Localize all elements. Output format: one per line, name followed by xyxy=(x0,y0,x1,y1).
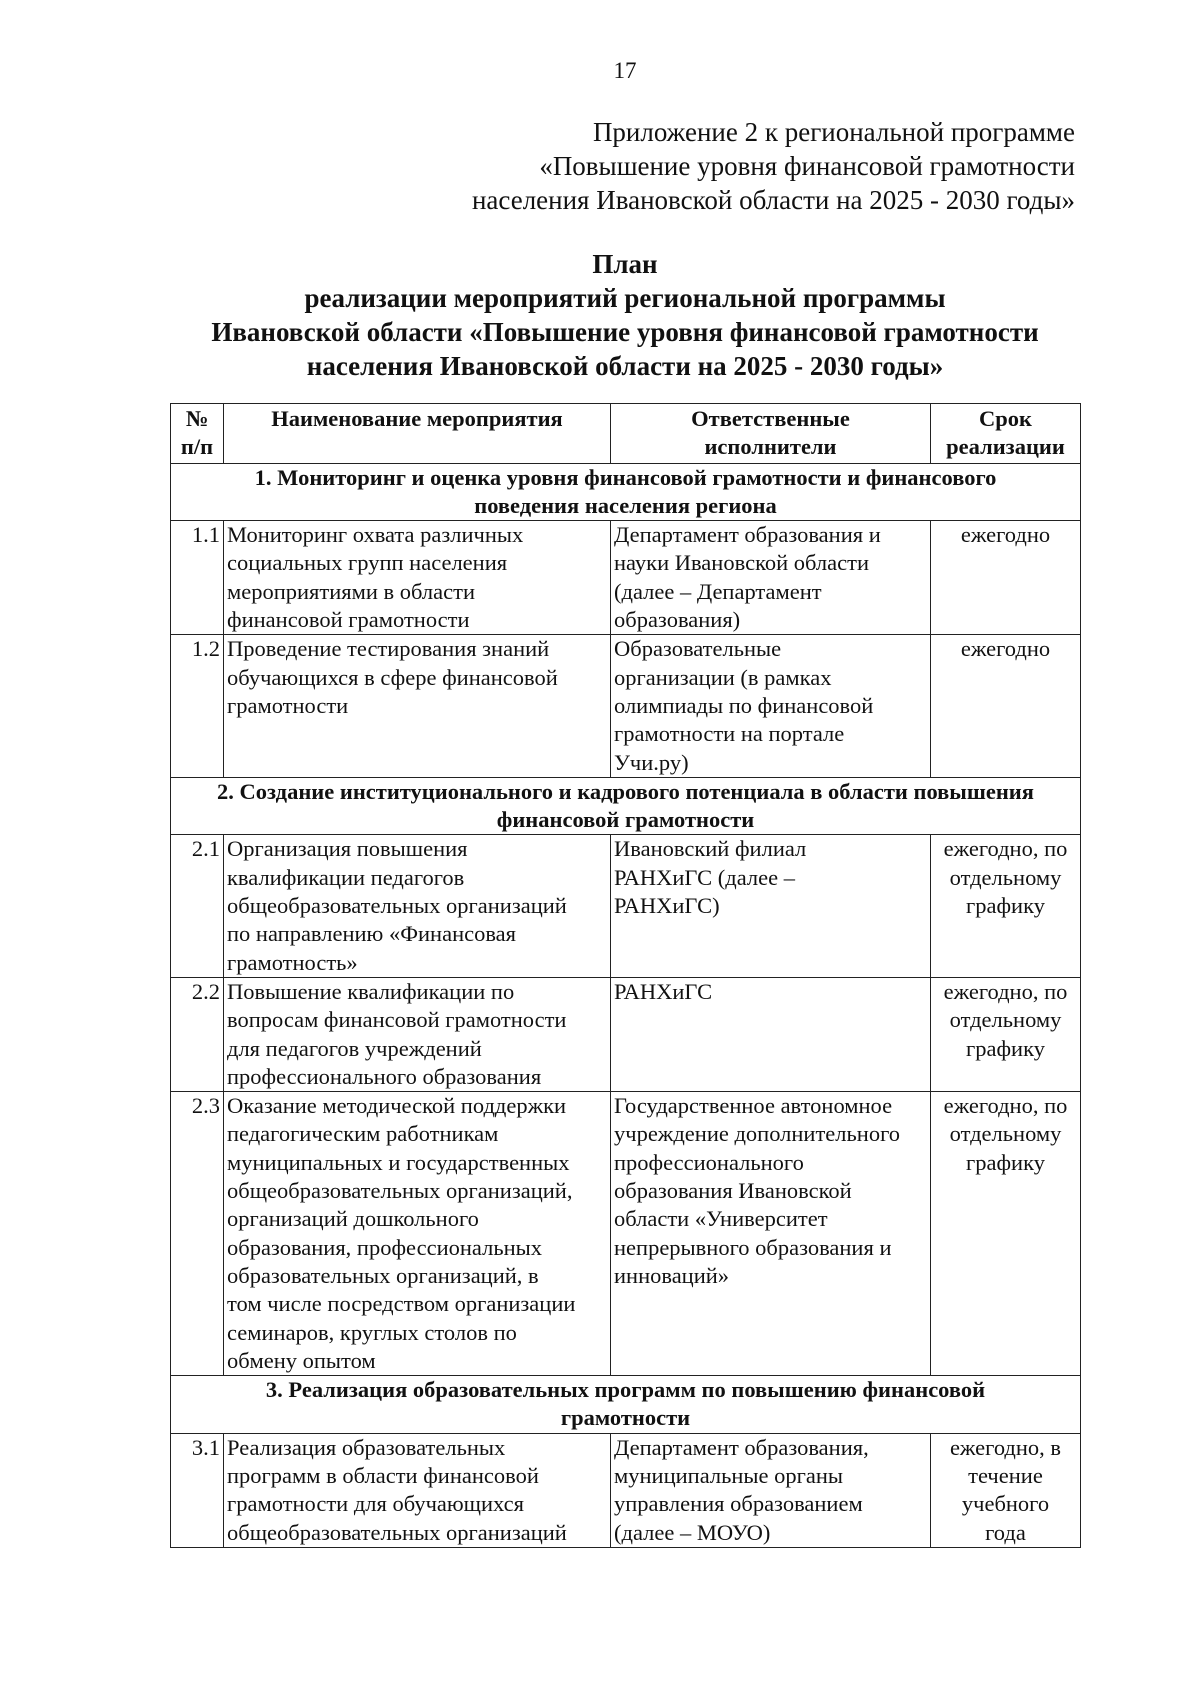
cell-line: грамотности xyxy=(560,1405,691,1431)
cell-line: общеобразовательных организаций, xyxy=(227,1178,573,1204)
section-title xyxy=(171,1376,1081,1434)
cell-line: грамотности для обучающихся xyxy=(227,1491,524,1517)
cell-line: управления образованием xyxy=(614,1491,863,1517)
cell-line: 2. Создание институционального и кадрового потенциала в области повышения xyxy=(217,778,1034,804)
activity-name xyxy=(224,835,611,977)
cell-line: Государственное автономное xyxy=(614,1093,893,1119)
cell-line: профессионального xyxy=(614,1149,804,1175)
cell-line: педагогическим работникам xyxy=(227,1121,499,1147)
cell-line: ежегодно, по xyxy=(943,836,1068,862)
cell-line: образования, профессиональных xyxy=(227,1234,542,1260)
cell-line: организаций дошкольного xyxy=(227,1206,479,1232)
annex-heading xyxy=(472,115,1075,217)
cell-line: обмену опытом xyxy=(227,1347,376,1373)
section-row xyxy=(171,463,1081,521)
activity-name xyxy=(224,635,611,777)
cell-line: Мониторинг охвата различных xyxy=(227,522,524,548)
cell-line: Организация повышения xyxy=(227,836,468,862)
table-header-row xyxy=(171,404,1081,464)
implementation-term xyxy=(931,835,1081,977)
implementation-term xyxy=(931,521,1081,635)
cell-line: Повышение квалификации по xyxy=(227,978,515,1004)
responsible-executors xyxy=(611,977,931,1091)
implementation-term xyxy=(931,977,1081,1091)
cell-line: Ивановский филиал xyxy=(614,836,807,862)
row-number: 2.3 xyxy=(171,1092,224,1376)
cell-line: Департамент образования, xyxy=(614,1434,869,1460)
row-number: 1.2 xyxy=(171,635,224,777)
responsible-executors xyxy=(611,521,931,635)
cell-line: 1. Мониторинг и оценка уровня финансовой грамотности и финансового xyxy=(254,464,997,490)
plan-table-body xyxy=(171,463,1081,1547)
table-row xyxy=(171,835,1081,977)
annex-line: «Повышение уровня финансовой грамотности xyxy=(539,151,1075,181)
cell-line: отдельному xyxy=(949,864,1062,890)
responsible-executors xyxy=(611,635,931,777)
plan-table xyxy=(170,403,1081,1548)
title-line: План xyxy=(592,249,658,279)
cell-line: течение xyxy=(968,1462,1043,1488)
cell-line: графику xyxy=(966,893,1045,919)
table-row xyxy=(171,521,1081,635)
responsible-executors xyxy=(611,835,931,977)
cell-line: учебного xyxy=(961,1491,1050,1517)
activity-name xyxy=(224,977,611,1091)
activity-name xyxy=(224,521,611,635)
section-row xyxy=(171,1376,1081,1434)
cell-line: финансовой грамотности xyxy=(227,607,470,633)
cell-line: вопросам финансовой грамотности xyxy=(227,1007,567,1033)
document-title xyxy=(170,247,1080,383)
page-number: 17 xyxy=(613,58,637,83)
implementation-term xyxy=(931,635,1081,777)
header-responsible: Ответственные исполнители xyxy=(611,404,931,464)
cell-line: грамотности на портале xyxy=(614,721,845,747)
annex-line: Приложение 2 к региональной программе xyxy=(592,117,1075,147)
header-term: Срок реализации xyxy=(931,404,1081,464)
cell-line: ежегодно, по xyxy=(943,978,1068,1004)
cell-line: ежегодно, в xyxy=(949,1434,1062,1460)
header-name: Наименование мероприятия xyxy=(224,404,611,464)
cell-line: ежегодно, по xyxy=(943,1093,1068,1119)
cell-line: учреждение дополнительного xyxy=(614,1121,900,1147)
section-row xyxy=(171,777,1081,835)
cell-line: года xyxy=(985,1519,1026,1545)
row-number: 3.1 xyxy=(171,1433,224,1547)
cell-line: РАНХиГС (далее – xyxy=(614,864,795,890)
header-num: № п/п xyxy=(171,404,224,464)
cell-line: образования Ивановской xyxy=(614,1178,852,1204)
row-number: 2.2 xyxy=(171,977,224,1091)
responsible-executors xyxy=(611,1092,931,1376)
section-title xyxy=(171,463,1081,521)
cell-line: графику xyxy=(966,1035,1045,1061)
cell-line: Оказание методической поддержки xyxy=(227,1093,567,1119)
implementation-term xyxy=(931,1092,1081,1376)
activity-name xyxy=(224,1433,611,1547)
cell-line: поведения населения региона xyxy=(474,492,777,518)
cell-line: области «Университет xyxy=(614,1206,828,1232)
section-title xyxy=(171,777,1081,835)
cell-line: олимпиады по финансовой xyxy=(614,692,874,718)
cell-line: общеобразовательных организаций xyxy=(227,1519,567,1545)
cell-line: отдельному xyxy=(949,1121,1062,1147)
cell-line: 3. Реализация образовательных программ по повышению финансовой xyxy=(265,1377,986,1403)
cell-line: (далее – Департамент xyxy=(614,578,822,604)
cell-line: ежегодно xyxy=(960,636,1051,662)
table-row xyxy=(171,977,1081,1091)
cell-line: для педагогов учреждений xyxy=(227,1035,482,1061)
cell-line: Департамент образования и xyxy=(614,522,881,548)
cell-line: профессионального образования xyxy=(227,1063,542,1089)
cell-line: финансовой грамотности xyxy=(496,807,755,833)
cell-line: мероприятиями в области xyxy=(227,578,475,604)
cell-line: (далее – МОУО) xyxy=(614,1519,771,1545)
row-number: 1.1 xyxy=(171,521,224,635)
cell-line: образования) xyxy=(614,607,741,633)
cell-line: ежегодно xyxy=(960,522,1051,548)
cell-line: муниципальных и государственных xyxy=(227,1149,570,1175)
title-line: населения Ивановской области на 2025 - 2030 годы» xyxy=(306,351,944,381)
cell-line: социальных групп населения xyxy=(227,550,508,576)
cell-line: общеобразовательных организаций xyxy=(227,893,567,919)
cell-line: обучающихся в сфере финансовой xyxy=(227,664,558,690)
cell-line: образовательных организаций, в xyxy=(227,1262,539,1288)
cell-line: Проведение тестирования знаний xyxy=(227,636,550,662)
cell-line: графику xyxy=(966,1149,1045,1175)
cell-line: науки Ивановской области xyxy=(614,550,869,576)
cell-line: Реализация образовательных xyxy=(227,1434,506,1460)
responsible-executors xyxy=(611,1433,931,1547)
cell-line: муниципальные органы xyxy=(614,1462,844,1488)
table-row xyxy=(171,1433,1081,1547)
implementation-term xyxy=(931,1433,1081,1547)
cell-line: отдельному xyxy=(949,1007,1062,1033)
cell-line: грамотности xyxy=(227,692,349,718)
table-row xyxy=(171,635,1081,777)
table-row xyxy=(171,1092,1081,1376)
cell-line: РАНХиГС xyxy=(614,978,713,1004)
cell-line: семинаров, круглых столов по xyxy=(227,1319,517,1345)
cell-line: квалификации педагогов xyxy=(227,864,465,890)
cell-line: по направлению «Финансовая xyxy=(227,921,517,947)
cell-line: инноваций» xyxy=(614,1262,730,1288)
cell-line: грамотность» xyxy=(227,949,358,975)
annex-line: населения Ивановской области на 2025 - 2030 годы» xyxy=(471,185,1075,215)
cell-line: организации (в рамках xyxy=(614,664,832,690)
activity-name xyxy=(224,1092,611,1376)
cell-line: программ в области финансовой xyxy=(227,1462,539,1488)
cell-line: том числе посредством организации xyxy=(227,1291,576,1317)
title-line: реализации мероприятий региональной программы xyxy=(304,283,946,313)
title-line: Ивановской области «Повышение уровня финансовой грамотности xyxy=(211,317,1039,347)
cell-line: РАНХиГС) xyxy=(614,893,720,919)
row-number: 2.1 xyxy=(171,835,224,977)
cell-line: Образовательные xyxy=(614,636,782,662)
cell-line: непрерывного образования и xyxy=(614,1234,892,1260)
cell-line: Учи.ру) xyxy=(614,749,689,775)
